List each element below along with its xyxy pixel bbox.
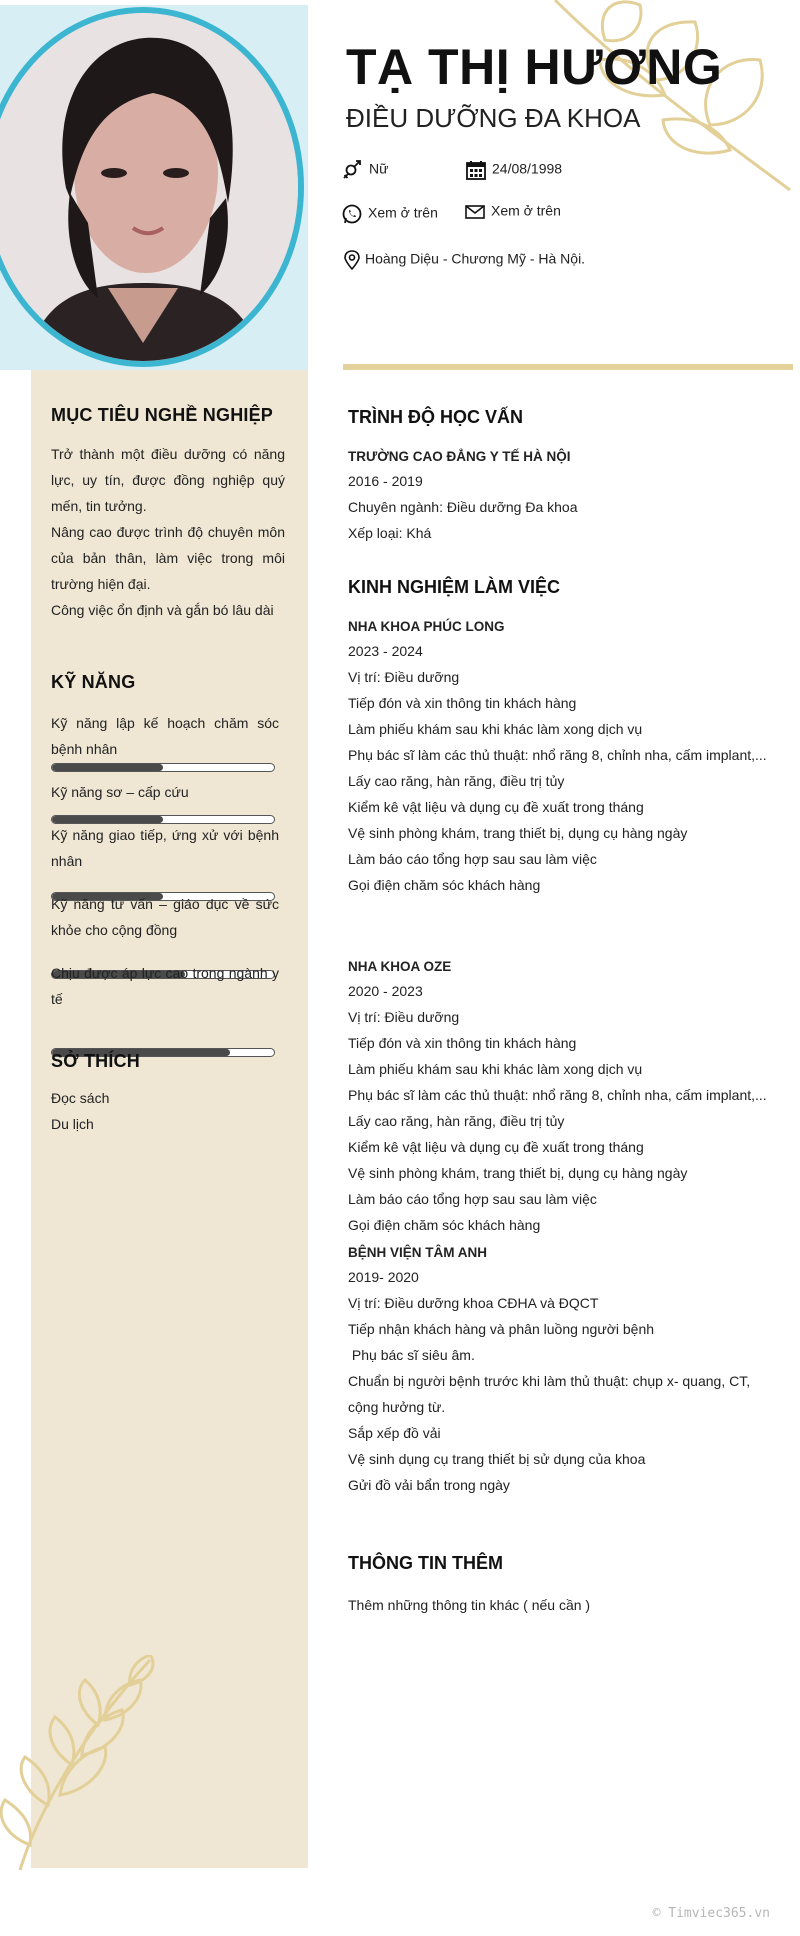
job-line: Kiểm kê vật liệu và dụng cụ đề xuất trong tháng <box>348 1139 644 1155</box>
job-line: Vị trí: Điều dưỡng <box>348 1009 460 1025</box>
candidate-name: TẠ THỊ HƯƠNG <box>346 39 723 95</box>
objective-paragraph: Nâng cao được trình độ chuyên môn của bản thân, làm việc trong môi trường hiện đại. <box>51 524 285 592</box>
job-line: Lấy cao răng, hàn răng, điều trị tủy <box>348 1113 565 1129</box>
skills-heading: KỸ NĂNG <box>51 672 136 692</box>
job-line: Vệ sinh phòng khám, trang thiết bị, dụng cụ hàng ngày <box>348 1165 688 1181</box>
job-years: 2020 - 2023 <box>348 983 423 999</box>
job-line: Làm phiếu khám sau khi khác làm xong dịch vụ <box>348 1061 643 1077</box>
job-company: NHA KHOA PHÚC LONG <box>348 619 505 634</box>
profile-photo-area <box>0 5 308 370</box>
location-pin-icon <box>342 250 362 270</box>
job-line: Lấy cao răng, hàn răng, điều trị tủy <box>348 773 565 789</box>
leaf-decoration-top <box>545 0 795 200</box>
job-line: Vệ sinh dụng cụ trang thiết bị sử dụng của khoa <box>348 1451 646 1467</box>
email-info <box>465 202 561 222</box>
address-text: Hoàng Diệu - Chương Mỹ - Hà Nội. <box>365 250 586 267</box>
hobbies-heading: SỞ THÍCH <box>51 1051 140 1071</box>
phone-info <box>342 204 438 224</box>
skill-bar-fill <box>52 764 163 771</box>
job-line: Chuẩn bị người bệnh trước khi làm thủ thuật: chụp x- quang, CT, <box>348 1373 751 1389</box>
skill-name: Kỹ năng lập kế hoạch chăm sóc bệnh nhân <box>51 715 279 757</box>
experience-heading: KINH NGHIỆM LÀM VIỆC <box>348 577 561 597</box>
skill-name: Kỹ năng sơ – cấp cứu <box>51 784 189 800</box>
job-company: NHA KHOA OZE <box>348 959 452 974</box>
hobby-item: Đọc sách <box>51 1090 110 1106</box>
objective-text <box>51 441 285 623</box>
phone-text: Xem ở trên <box>368 204 438 221</box>
education-major: Chuyên ngành: Điều dưỡng Đa khoa <box>348 499 578 515</box>
job-line: Làm báo cáo tổng hợp sau sau làm việc <box>348 1191 597 1207</box>
objective-paragraph: Công việc ổn định và gắn bó lâu dài <box>51 602 274 618</box>
job-line: Vị trí: Điều dưỡng <box>348 669 460 685</box>
job-line: Phụ bác sĩ siêu âm. <box>348 1347 475 1363</box>
job-line: Vệ sinh phòng khám, trang thiết bị, dụng cụ hàng ngày <box>348 825 688 841</box>
job-company: BỆNH VIỆN TÂM ANH <box>348 1245 488 1260</box>
skill-bar <box>51 763 275 772</box>
education-years: 2016 - 2019 <box>348 473 423 489</box>
gender-icon <box>343 160 363 180</box>
job-line: Gọi điện chăm sóc khách hàng <box>348 1217 541 1233</box>
job-line: Phụ bác sĩ làm các thủ thuật: nhổ răng 8, chỉnh nha, cấm implant,... <box>348 747 767 763</box>
calendar-icon <box>466 160 486 180</box>
job-years: 2023 - 2024 <box>348 643 423 659</box>
watermark: © Timviec365.vn <box>652 1906 770 1921</box>
email-icon <box>465 202 485 222</box>
address-info <box>342 250 585 270</box>
job-line: Vị trí: Điều dưỡng khoa CĐHA và ĐQCT <box>348 1295 599 1311</box>
dob-info <box>466 160 562 180</box>
school-name: TRƯỜNG CAO ĐẲNG Y TẾ HÀ NỘI <box>348 449 571 464</box>
profile-photo <box>0 7 304 367</box>
leaf-decoration-bottom <box>0 1655 160 1875</box>
skill-name: Kỹ năng tư vấn – giáo dục về sức khỏe cho cộng đồng <box>51 896 279 938</box>
extra-info-text: Thêm những thông tin khác ( nếu cần ) <box>348 1597 591 1613</box>
job-years: 2019- 2020 <box>348 1269 419 1285</box>
education-heading: TRÌNH ĐỘ HỌC VẤN <box>348 407 523 427</box>
job-line: Làm báo cáo tổng hợp sau sau làm việc <box>348 851 597 867</box>
dob-text: 24/08/1998 <box>492 160 563 177</box>
job-line: Tiếp đón và xin thông tin khách hàng <box>348 1035 577 1051</box>
gender-info <box>343 160 388 180</box>
job-title: ĐIỀU DƯỠNG ĐA KHOA <box>346 103 641 133</box>
skill-name: Kỹ năng giao tiếp, ứng xử với bệnh nhân <box>51 827 279 869</box>
job-line: Gọi điện chăm sóc khách hàng <box>348 877 541 893</box>
job-line: Sắp xếp đồ vải <box>348 1425 441 1441</box>
job-line: Kiểm kê vật liệu và dụng cụ đề xuất trong tháng <box>348 799 644 815</box>
header-divider <box>343 364 793 370</box>
job-line: Tiếp đón và xin thông tin khách hàng <box>348 695 577 711</box>
education-grade: Xếp loại: Khá <box>348 525 432 541</box>
objective-heading: MỤC TIÊU NGHỀ NGHIỆP <box>51 405 274 425</box>
objective-paragraph: Trở thành một điều dưỡng có năng lực, uy tín, được đồng nghiệp quý mến, tin tưởng. <box>51 446 285 514</box>
job-line: Gửi đồ vải bẩn trong ngày <box>348 1477 510 1493</box>
gender-text: Nữ <box>369 160 389 177</box>
job-line: Làm phiếu khám sau khi khác làm xong dịch vụ <box>348 721 643 737</box>
email-text: Xem ở trên <box>491 202 561 219</box>
hobby-item: Du lịch <box>51 1116 94 1132</box>
job-line: Phụ bác sĩ làm các thủ thuật: nhổ răng 8, chỉnh nha, cấm implant,... <box>348 1087 767 1103</box>
job-line: cộng hưởng từ. <box>348 1399 446 1415</box>
phone-icon <box>342 204 362 224</box>
job-line: Tiếp nhận khách hàng và phân luồng người bệnh <box>348 1321 655 1337</box>
skill-name: Chịu được áp lực cao trong ngành y tế <box>51 965 279 1007</box>
extra-info-heading: THÔNG TIN THÊM <box>348 1553 503 1573</box>
